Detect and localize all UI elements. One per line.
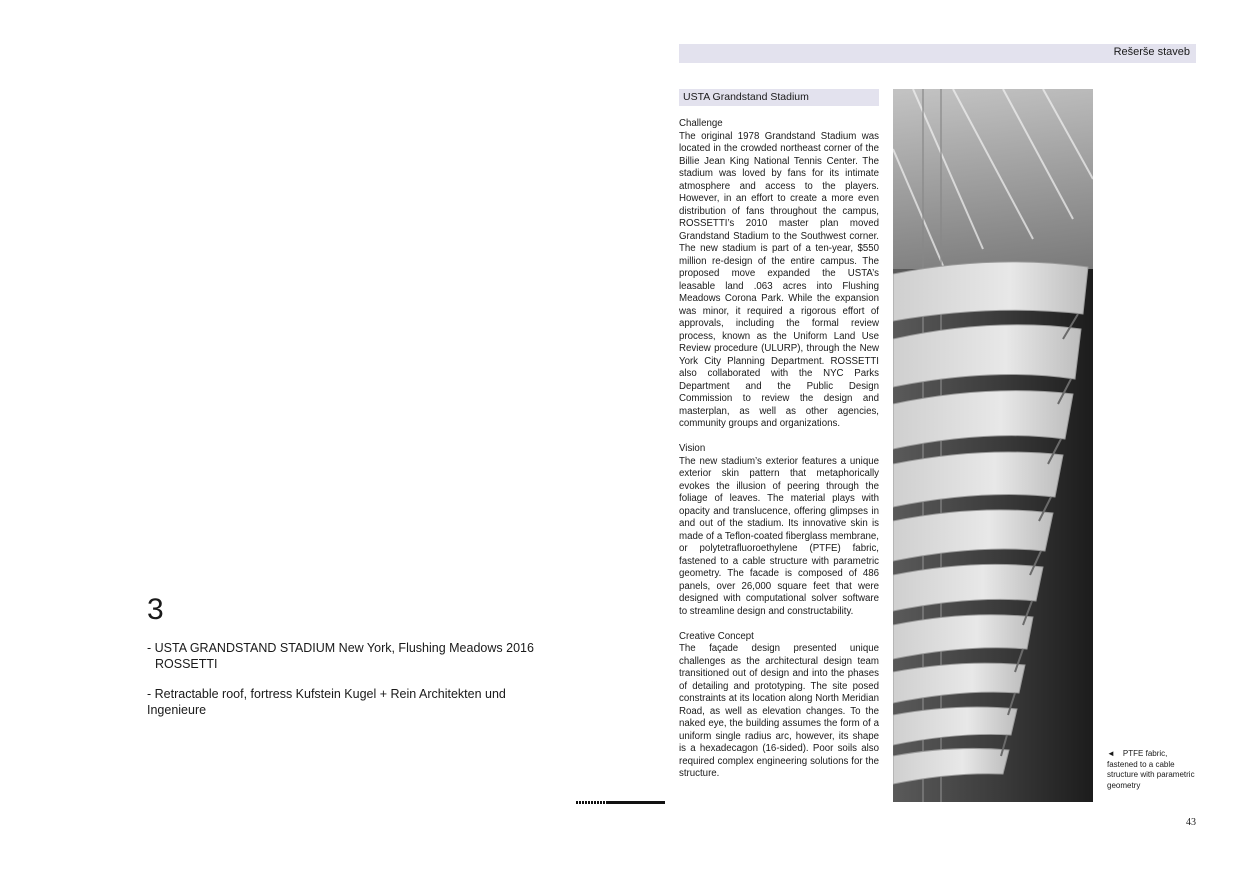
caption-text: PTFE fabric, fastened to a cable structure with parametric geometry [1107,749,1195,790]
section-label: Rešerše staveb [1113,46,1190,58]
chapter-entries [147,641,547,733]
photo-caption [1107,749,1199,791]
entry-title: - Retractable roof, fortress Kufstein Kugel + Rein Architekten und [147,687,506,701]
section-heading: Challenge [679,118,723,129]
section-text: The façade design presented unique challenges as the architectural design team transitioned out of design and into the phases of detailing and prototyping. The site posed constraints at its location along North Meridian Road, as well as elevation changes. To the naked eye, the building assumes the form of a uniform single radius arc, however, its shape is a hexadecagon (16-sided). Poor soils also required complex engineering solutions for the structure. [679,643,879,779]
article-body [679,118,879,793]
page-number: 43 [1186,817,1196,828]
chapter-number: 3 [147,593,164,626]
running-header [679,44,1196,63]
section-creative-concept [679,631,879,781]
section-heading: Creative Concept [679,630,754,642]
section-text: The original 1978 Grandstand Stadium was located in the crowded northeast corner of the Billie Jean King National Tennis Center. The stadium was loved by fans for its intimate atmosphere and access to the players. However, in an effort to create a more even distribution of fans throughout the campus, ROSSETTI’s 2010 master plan moved Grandstand Stadium to the Southwest corner. The new stadium is part of a ten-year, $550 million re-design of the entire campus. The proposed move expanded the USTA’s leasable land .063 acres into Flushing Meadows Corona Park. While the expansion was minor, it required a rigorous effort of approvals, including the formal review process, known as the Uniform Land Use Review procedure (ULURP), through the New York City Planning Department. ROSSETTI also collaborated with the NYC Parks Department and the Public Design Commission to review the design and masterplan, as well as other agencies, community groups and organizations. [679,130,879,429]
article-title-bar [679,89,879,106]
chapter-entry [147,641,547,672]
article-title: USTA Grandstand Stadium [683,91,809,103]
section-challenge [679,118,879,431]
decorative-rule [576,801,665,804]
section-heading: Vision [679,443,706,454]
section-vision [679,443,879,618]
chapter-entry [147,687,547,718]
triangle-left-icon: ◄ [1107,749,1115,758]
entry-title: - USTA GRANDSTAND STADIUM New York, Flushing Meadows 2016 [147,641,534,655]
entry-author: Ingenieure [147,702,207,717]
section-text: The new stadium’s exterior features a unique exterior skin pattern that metaphorically evokes the illusion of peering through the foliage of leaves. The material plays with opacity and translucence, offering glimpses in and out of the stadium. Its innovative skin is made of a Teflon-coated fiberglass membrane, or polytetrafluoroethylene (PTFE) fabric, fastened to a cable structure with parametric geometry. The facade is composed of 486 panels, over 26,000 square feet that were designed with computational solver software to streamline design and constructability. [679,455,879,617]
stadium-facade-photo [893,89,1093,802]
entry-author: ROSSETTI [155,656,218,671]
